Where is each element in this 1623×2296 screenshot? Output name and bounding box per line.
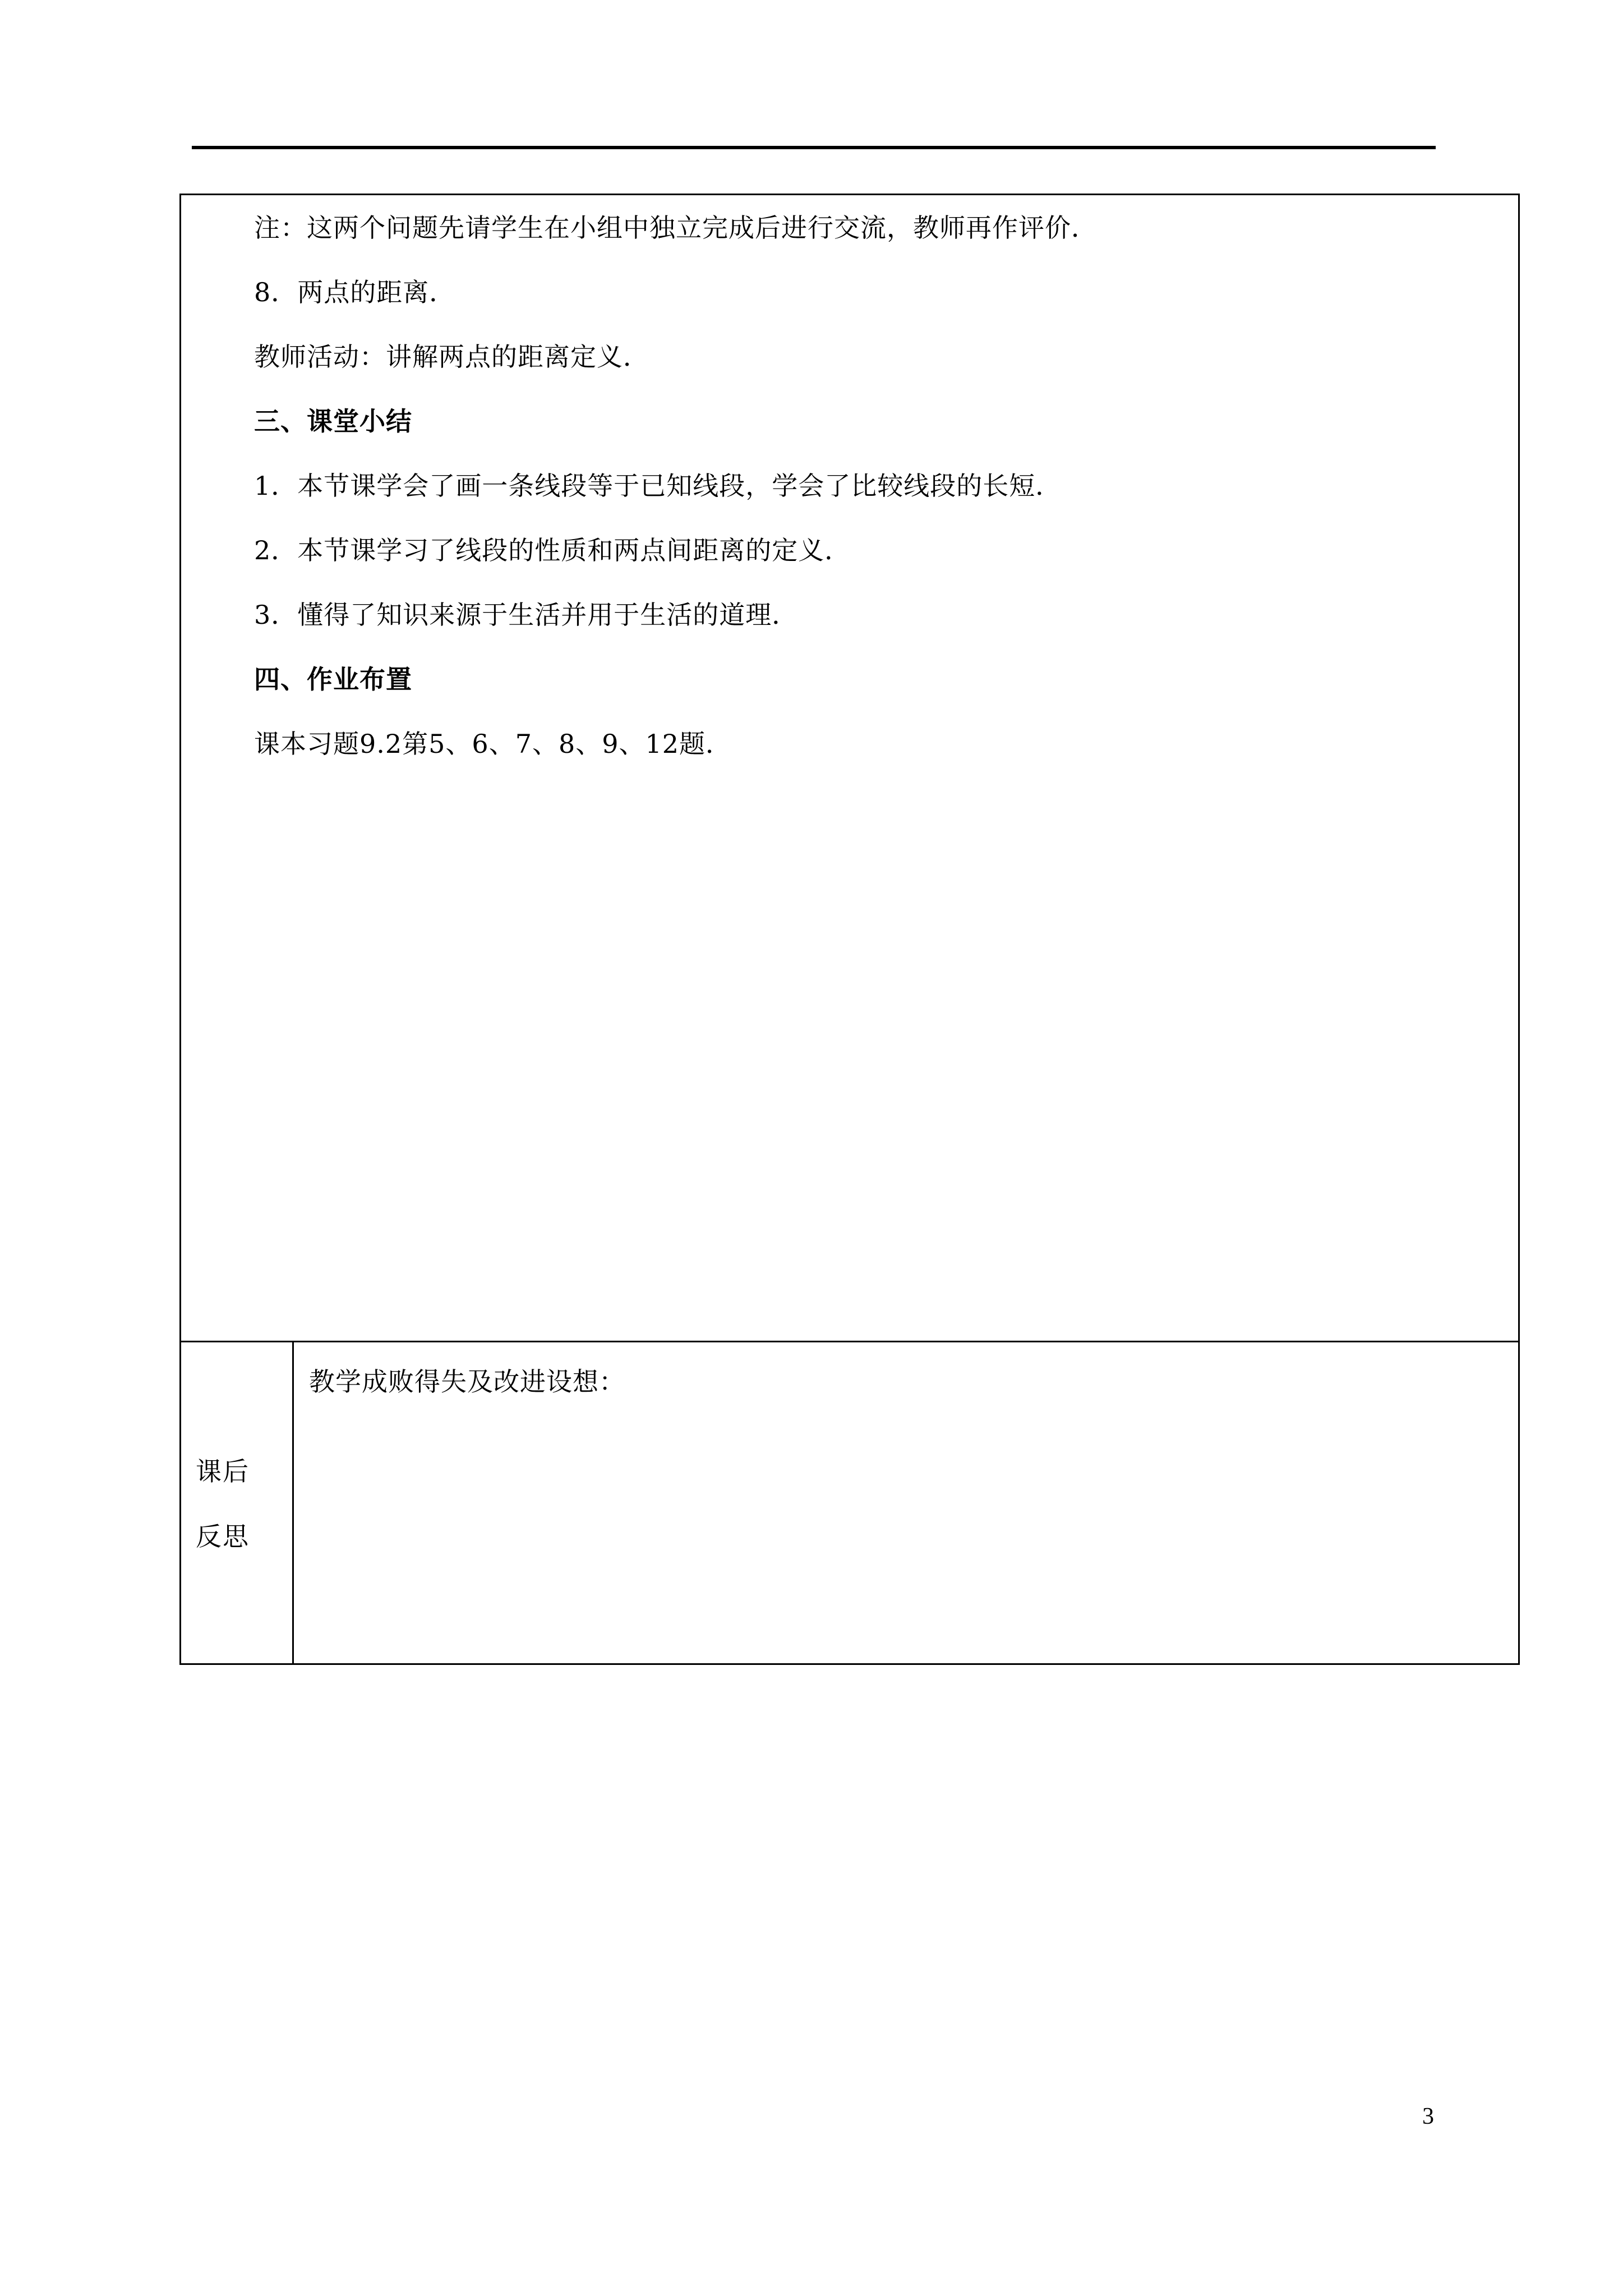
lesson-content-box [179,194,1520,1342]
section-summary-heading: 三、课堂小结 [254,406,412,436]
reflection-divider [292,1342,294,1663]
homework-line: 课本习题9.2第5、6、7、8、9、12题． [254,729,732,759]
section-homework-heading: 四、作业布置 [254,664,412,694]
summary-item-2: 2．本节课学习了线段的性质和两点间距离的定义． [254,535,851,565]
page-number: 3 [1422,2104,1434,2129]
reflection-label-line2: 反思 [196,1521,250,1552]
reflection-heading: 教学成败得失及改进设想： [309,1366,625,1397]
summary-item-1: 1．本节课学会了画一条线段等于已知线段，学会了比较线段的长短． [254,471,1062,501]
reflection-box [179,1341,1520,1665]
reflection-label-line1: 课后 [196,1456,250,1487]
summary-item-3: 3．懂得了知识来源于生活并用于生活的道理． [254,600,799,630]
teacher-activity-line: 教师活动：讲解两点的距离定义． [254,342,649,372]
item-8-line: 8．两点的距离． [254,277,456,307]
header-rule [192,146,1436,149]
note-line: 注：这两个问题先请学生在小组中独立完成后进行交流，教师再作评价． [254,213,1098,243]
